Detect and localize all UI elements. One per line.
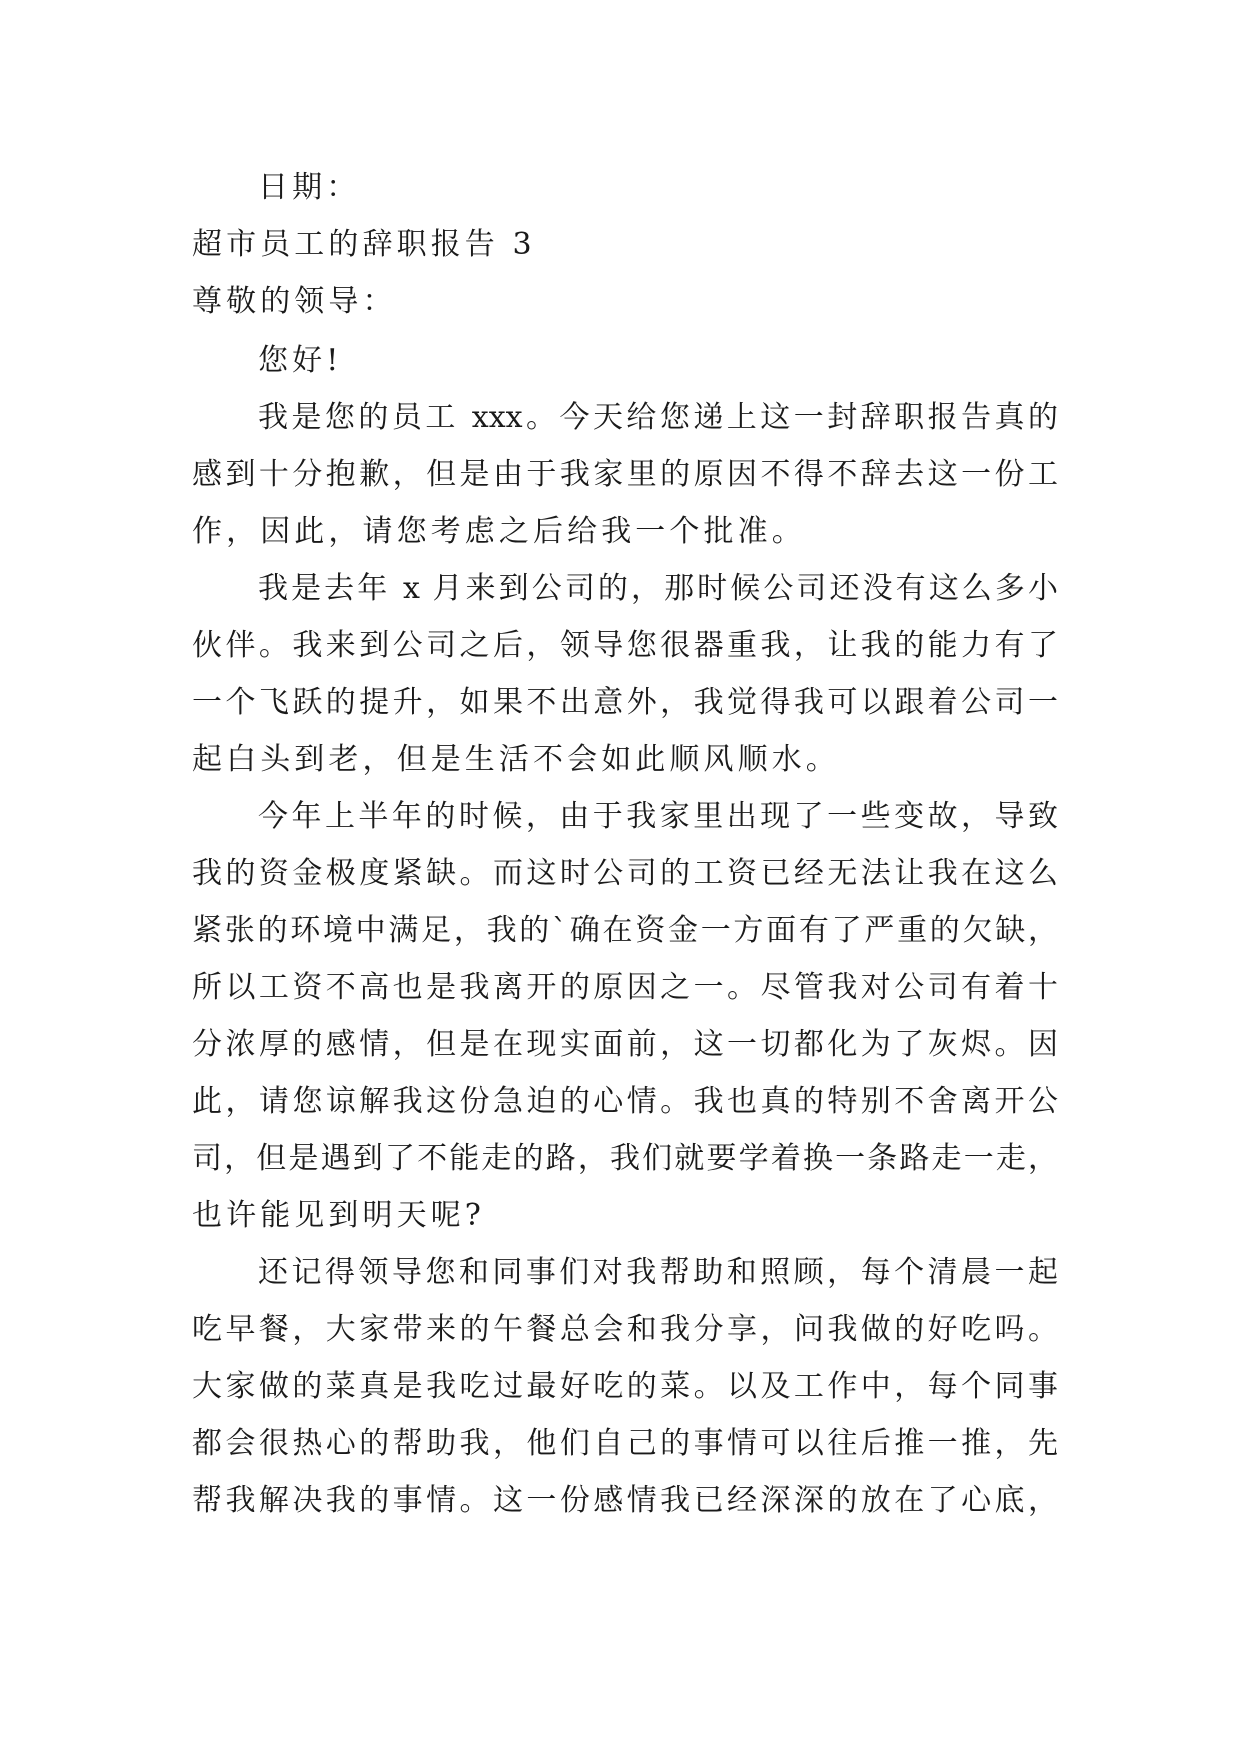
body-line: 作，因此，请您考虑之后给我一个批准。 <box>192 514 806 549</box>
body-line: 都会很热心的帮助我，他们自己的事情可以往后推一推，先 <box>192 1426 1058 1461</box>
body-line: 也许能见到明天呢? <box>192 1198 485 1233</box>
body-line: 大家做的菜真是我吃过最好吃的菜。以及工作中，每个同事 <box>192 1369 1058 1404</box>
document-title: 超市员工的辞职报告 3 <box>192 227 536 262</box>
body-line: 起白头到老，但是生活不会如此顺风顺水。 <box>192 742 840 777</box>
body-line: 我的资金极度紧缺。而这时公司的工资已经无法让我在这么 <box>192 856 1058 891</box>
body-line: 司，但是遇到了不能走的路，我们就要学着换一条路走一走， <box>192 1141 1058 1176</box>
body-line: 一个飞跃的提升，如果不出意外，我觉得我可以跟着公司一 <box>192 685 1058 720</box>
body-line: 分浓厚的感情，但是在现实面前，这一切都化为了灰烬。因 <box>192 1027 1058 1062</box>
body-line: 感到十分抱歉，但是由于我家里的原因不得不辞去这一份工 <box>192 457 1058 492</box>
body-line: 此，请您谅解我这份急迫的心情。我也真的特别不舍离开公 <box>192 1084 1058 1119</box>
salutation: 尊敬的领导： <box>192 284 397 319</box>
body-line: 今年上半年的时候，由于我家里出现了一些变故，导致 <box>258 799 1058 834</box>
body-line: 紧张的环境中满足，我的`确在资金一方面有了严重的欠缺， <box>192 913 1058 948</box>
body-line: 吃早餐，大家带来的午餐总会和我分享，问我做的好吃吗。 <box>192 1312 1058 1347</box>
body-line: 我是您的员工 xxx。今天给您递上这一封辞职报告真的 <box>258 400 1058 435</box>
body-line: 还记得领导您和同事们对我帮助和照顾，每个清晨一起 <box>258 1255 1058 1290</box>
greeting: 您好! <box>258 343 343 378</box>
body-line: 我是去年 x 月来到公司的，那时候公司还没有这么多小 <box>258 571 1058 606</box>
date-label: 日期： <box>258 170 361 205</box>
body-line: 伙伴。我来到公司之后，领导您很器重我，让我的能力有了 <box>192 628 1058 663</box>
body-line: 所以工资不高也是我离开的原因之一。尽管我对公司有着十 <box>192 970 1058 1005</box>
body-line: 帮我解决我的事情。这一份感情我已经深深的放在了心底， <box>192 1483 1058 1518</box>
